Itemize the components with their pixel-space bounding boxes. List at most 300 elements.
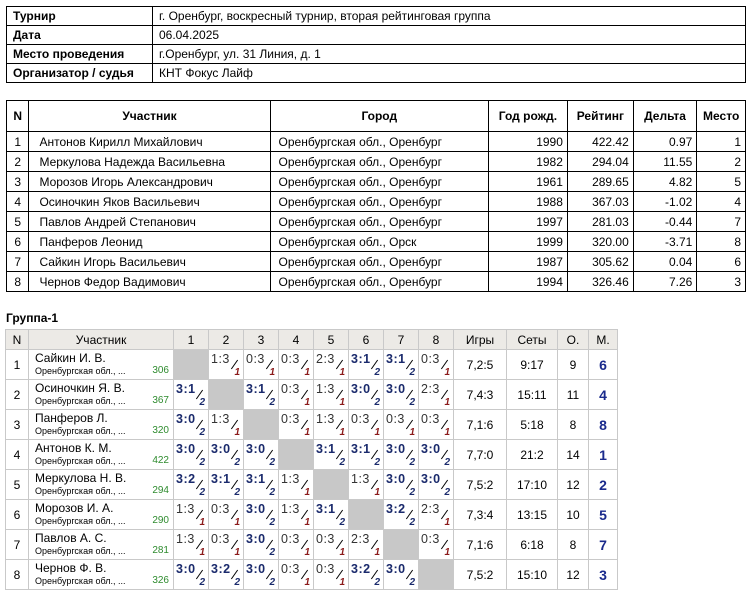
- player-city: Оренбургская обл., ...: [35, 576, 126, 586]
- match-points: 2: [409, 517, 415, 528]
- participant-cell: Оренбургская обл., Оренбург: [270, 212, 488, 232]
- participant-cell: 326.46: [567, 272, 633, 292]
- sets-cell: 17:10: [507, 470, 558, 500]
- match-score: 1:3: [211, 352, 230, 366]
- player-city: Оренбургская обл., ...: [35, 516, 126, 526]
- participant-cell: -0.44: [633, 212, 697, 232]
- participants-table: [6, 100, 746, 292]
- match-score: 3:2: [176, 472, 196, 486]
- match-points: 2: [269, 577, 275, 588]
- match-cell: [279, 500, 314, 530]
- group-header: Игры: [454, 330, 507, 350]
- player-number: 4: [6, 440, 29, 470]
- match-points: 1: [304, 487, 310, 498]
- player-name: Павлов А. С.: [35, 531, 107, 545]
- participant-cell: 11.55: [633, 152, 697, 172]
- participant-row: [7, 212, 746, 232]
- match-score: 3:0: [246, 532, 266, 546]
- diagonal-cell: [244, 410, 279, 440]
- participants-header: Рейтинг: [567, 101, 633, 132]
- match-score: 0:3: [246, 352, 265, 366]
- player-name: Морозов И. А.: [35, 501, 114, 515]
- player-number: 7: [6, 530, 29, 560]
- match-points: 1: [374, 427, 380, 438]
- participant-cell: Антонов Кирилл Михайлович: [29, 132, 270, 152]
- match-points: 1: [339, 427, 345, 438]
- match-score: 3:1: [386, 352, 406, 366]
- info-label: Дата: [7, 26, 153, 45]
- match-cell: [244, 440, 279, 470]
- match-points: 2: [269, 517, 275, 528]
- match-score: 0:3: [281, 352, 300, 366]
- sets-cell: 15:11: [507, 380, 558, 410]
- match-cell: [314, 530, 349, 560]
- participant-cell: 4: [697, 192, 746, 212]
- match-score: 0:3: [281, 412, 300, 426]
- match-score: 1:3: [176, 532, 195, 546]
- participant-cell: 1997: [488, 212, 567, 232]
- participant-cell: Панферов Леонид: [29, 232, 270, 252]
- group-header: 1: [174, 330, 209, 350]
- match-score: 0:3: [351, 412, 370, 426]
- match-points: 2: [374, 397, 380, 408]
- participant-cell: -1.02: [633, 192, 697, 212]
- match-cell: [174, 470, 209, 500]
- info-row: [7, 45, 746, 64]
- sets-cell: 13:15: [507, 500, 558, 530]
- match-cell: [349, 350, 384, 380]
- place-cell: 4: [589, 380, 618, 410]
- info-row: [7, 7, 746, 26]
- match-cell: [209, 560, 244, 590]
- match-cell: [244, 560, 279, 590]
- match-score: 0:3: [421, 352, 440, 366]
- player-cell: [29, 350, 174, 380]
- match-cell: [279, 470, 314, 500]
- games-cell: 7,3:4: [454, 500, 507, 530]
- match-points: 2: [409, 457, 415, 468]
- match-cell: [244, 350, 279, 380]
- match-score: 3:1: [211, 472, 231, 486]
- info-value: 06.04.2025: [153, 26, 746, 45]
- group-row: [6, 350, 618, 380]
- match-cell: [314, 500, 349, 530]
- group-header: 5: [314, 330, 349, 350]
- participant-cell: Меркулова Надежда Васильевна: [29, 152, 270, 172]
- info-value: г.Оренбург, ул. 31 Линия, д. 1: [153, 45, 746, 64]
- match-points: 1: [304, 367, 310, 378]
- player-city: Оренбургская обл., ...: [35, 426, 126, 436]
- group-header: О.: [558, 330, 589, 350]
- match-score: 3:1: [351, 352, 371, 366]
- player-rating: 320: [152, 425, 169, 436]
- group-header: N: [6, 330, 29, 350]
- sets-cell: 6:18: [507, 530, 558, 560]
- player-rating: 306: [152, 365, 169, 376]
- participant-cell: 1988: [488, 192, 567, 212]
- match-points: 1: [444, 547, 450, 558]
- participant-cell: Оренбургская обл., Оренбург: [270, 132, 488, 152]
- group-header: Сеты: [507, 330, 558, 350]
- player-cell: [29, 470, 174, 500]
- participant-cell: 3: [7, 172, 29, 192]
- player-number: 1: [6, 350, 29, 380]
- match-points: 2: [409, 367, 415, 378]
- match-cell: [174, 380, 209, 410]
- participant-cell: 1961: [488, 172, 567, 192]
- participant-cell: 1994: [488, 272, 567, 292]
- participant-cell: 294.04: [567, 152, 633, 172]
- player-number: 8: [6, 560, 29, 590]
- match-cell: [419, 410, 454, 440]
- match-points: 1: [234, 517, 240, 528]
- participant-cell: Оренбургская обл., Оренбург: [270, 252, 488, 272]
- match-points: 1: [199, 547, 205, 558]
- participant-cell: Сайкин Игорь Васильевич: [29, 252, 270, 272]
- diagonal-cell: [279, 440, 314, 470]
- match-points: 1: [374, 547, 380, 558]
- participant-cell: 7.26: [633, 272, 697, 292]
- match-score: 3:0: [351, 382, 371, 396]
- sets-cell: 5:18: [507, 410, 558, 440]
- match-cell: [279, 530, 314, 560]
- match-points: 1: [339, 547, 345, 558]
- match-score: 3:0: [246, 562, 266, 576]
- participant-cell: 2: [7, 152, 29, 172]
- match-points: 1: [234, 367, 240, 378]
- match-points: 2: [409, 487, 415, 498]
- participants-header: N: [7, 101, 29, 132]
- match-score: 3:1: [316, 442, 336, 456]
- sets-cell: 9:17: [507, 350, 558, 380]
- diagonal-cell: [174, 350, 209, 380]
- points-cell: 14: [558, 440, 589, 470]
- games-cell: 7,5:2: [454, 560, 507, 590]
- match-cell: [349, 380, 384, 410]
- match-cell: [384, 560, 419, 590]
- player-rating: 367: [152, 395, 169, 406]
- diagonal-cell: [314, 470, 349, 500]
- match-score: 3:0: [246, 442, 266, 456]
- place-cell: 3: [589, 560, 618, 590]
- match-points: 1: [339, 577, 345, 588]
- participant-cell: 1987: [488, 252, 567, 272]
- match-score: 0:3: [386, 412, 405, 426]
- participant-cell: 3: [697, 272, 746, 292]
- match-score: 1:3: [211, 412, 230, 426]
- group-header: 2: [209, 330, 244, 350]
- player-cell: [29, 530, 174, 560]
- player-rating: 281: [152, 545, 169, 556]
- participant-cell: Оренбургская обл., Оренбург: [270, 272, 488, 292]
- games-cell: 7,1:6: [454, 410, 507, 440]
- match-cell: [209, 500, 244, 530]
- player-number: 2: [6, 380, 29, 410]
- match-points: 2: [339, 457, 345, 468]
- participant-cell: 0.97: [633, 132, 697, 152]
- sets-cell: 21:2: [507, 440, 558, 470]
- group-row: [6, 410, 618, 440]
- match-score: 3:0: [386, 472, 406, 486]
- group-row: [6, 470, 618, 500]
- match-score: 3:0: [246, 502, 266, 516]
- tournament-info-table: [6, 6, 746, 83]
- match-points: 2: [269, 547, 275, 558]
- group-header: 4: [279, 330, 314, 350]
- group-header: Участник: [29, 330, 174, 350]
- match-points: 1: [304, 547, 310, 558]
- player-name: Панферов Л.: [35, 411, 108, 425]
- player-city: Оренбургская обл., ...: [35, 546, 126, 556]
- match-points: 2: [409, 397, 415, 408]
- match-score: 2:3: [421, 382, 440, 396]
- match-score: 3:0: [176, 562, 196, 576]
- participant-cell: 320.00: [567, 232, 633, 252]
- match-cell: [279, 410, 314, 440]
- match-score: 1:3: [316, 382, 335, 396]
- match-score: 3:0: [176, 442, 196, 456]
- diagonal-cell: [349, 500, 384, 530]
- player-city: Оренбургская обл., ...: [35, 366, 126, 376]
- participant-cell: 1999: [488, 232, 567, 252]
- player-city: Оренбургская обл., ...: [35, 486, 126, 496]
- games-cell: 7,5:2: [454, 470, 507, 500]
- info-label: Место проведения: [7, 45, 153, 64]
- match-score: 3:0: [421, 442, 441, 456]
- player-cell: [29, 410, 174, 440]
- match-score: 3:1: [316, 502, 336, 516]
- match-points: 2: [374, 457, 380, 468]
- player-name: Антонов К. М.: [35, 441, 112, 455]
- match-cell: [349, 410, 384, 440]
- group-row: [6, 380, 618, 410]
- player-number: 3: [6, 410, 29, 440]
- match-cell: [384, 440, 419, 470]
- participant-cell: Осиночкин Яков Васильевич: [29, 192, 270, 212]
- match-cell: [209, 440, 244, 470]
- match-cell: [419, 440, 454, 470]
- participant-cell: 6: [697, 252, 746, 272]
- points-cell: 8: [558, 530, 589, 560]
- match-points: 2: [199, 457, 205, 468]
- participant-cell: Павлов Андрей Степанович: [29, 212, 270, 232]
- participant-cell: 5: [7, 212, 29, 232]
- participant-row: [7, 192, 746, 212]
- match-points: 2: [234, 457, 240, 468]
- player-city: Оренбургская обл., ...: [35, 396, 126, 406]
- participant-row: [7, 272, 746, 292]
- match-cell: [314, 410, 349, 440]
- match-score: 0:3: [316, 532, 335, 546]
- match-score: 0:3: [316, 562, 335, 576]
- participant-cell: 0.04: [633, 252, 697, 272]
- match-score: 3:2: [386, 502, 406, 516]
- match-score: 3:1: [246, 382, 266, 396]
- sets-cell: 15:10: [507, 560, 558, 590]
- match-points: 2: [199, 397, 205, 408]
- diagonal-cell: [209, 380, 244, 410]
- match-points: 2: [269, 487, 275, 498]
- match-score: 0:3: [421, 412, 440, 426]
- match-cell: [349, 560, 384, 590]
- match-score: 3:1: [351, 442, 371, 456]
- match-cell: [314, 380, 349, 410]
- match-cell: [279, 560, 314, 590]
- player-rating: 422: [152, 455, 169, 466]
- match-score: 3:0: [211, 442, 231, 456]
- place-cell: 5: [589, 500, 618, 530]
- participant-cell: 422.42: [567, 132, 633, 152]
- participant-cell: 8: [697, 232, 746, 252]
- match-score: 3:2: [351, 562, 371, 576]
- match-points: 2: [444, 457, 450, 468]
- match-cell: [209, 350, 244, 380]
- games-cell: 7,2:5: [454, 350, 507, 380]
- match-points: 2: [234, 487, 240, 498]
- match-points: 1: [199, 517, 205, 528]
- match-score: 0:3: [421, 532, 440, 546]
- player-number: 5: [6, 470, 29, 500]
- participant-cell: Морозов Игорь Александрович: [29, 172, 270, 192]
- match-score: 1:3: [281, 472, 300, 486]
- participant-row: [7, 132, 746, 152]
- player-cell: [29, 560, 174, 590]
- match-cell: [384, 500, 419, 530]
- match-cell: [314, 560, 349, 590]
- match-score: 2:3: [351, 532, 370, 546]
- participant-cell: 7: [697, 212, 746, 232]
- participants-header: Город: [270, 101, 488, 132]
- match-points: 1: [304, 577, 310, 588]
- match-cell: [209, 410, 244, 440]
- player-number: 6: [6, 500, 29, 530]
- match-score: 0:3: [281, 532, 300, 546]
- match-cell: [314, 440, 349, 470]
- participants-header: Место: [697, 101, 746, 132]
- participants-header: Участник: [29, 101, 270, 132]
- match-cell: [349, 440, 384, 470]
- match-score: 3:0: [386, 562, 406, 576]
- diagonal-cell: [384, 530, 419, 560]
- match-cell: [244, 470, 279, 500]
- match-cell: [244, 500, 279, 530]
- group-header: 3: [244, 330, 279, 350]
- participant-cell: Оренбургская обл., Оренбург: [270, 172, 488, 192]
- match-points: 2: [234, 577, 240, 588]
- participant-cell: 281.03: [567, 212, 633, 232]
- match-score: 0:3: [211, 532, 230, 546]
- games-cell: 7,7:0: [454, 440, 507, 470]
- points-cell: 8: [558, 410, 589, 440]
- info-row: [7, 26, 746, 45]
- participant-cell: 7: [7, 252, 29, 272]
- match-score: 1:3: [351, 472, 370, 486]
- match-cell: [419, 470, 454, 500]
- participant-cell: 6: [7, 232, 29, 252]
- match-points: 1: [304, 517, 310, 528]
- participant-cell: -3.71: [633, 232, 697, 252]
- player-name: Сайкин И. В.: [35, 351, 106, 365]
- match-points: 1: [444, 427, 450, 438]
- match-points: 2: [374, 367, 380, 378]
- match-cell: [174, 410, 209, 440]
- match-score: 3:0: [176, 412, 196, 426]
- match-points: 1: [269, 367, 275, 378]
- participants-header: Дельта: [633, 101, 697, 132]
- match-points: 2: [269, 397, 275, 408]
- info-value: г. Оренбург, воскресный турнир, вторая рейтинговая группа: [153, 7, 746, 26]
- group-header: 6: [349, 330, 384, 350]
- player-cell: [29, 500, 174, 530]
- player-cell: [29, 440, 174, 470]
- match-cell: [349, 530, 384, 560]
- participant-cell: 1990: [488, 132, 567, 152]
- match-points: 1: [339, 397, 345, 408]
- match-points: 2: [199, 577, 205, 588]
- participant-cell: 1: [7, 132, 29, 152]
- match-cell: [244, 380, 279, 410]
- player-city: Оренбургская обл., ...: [35, 456, 126, 466]
- player-rating: 294: [152, 485, 169, 496]
- participant-cell: 5: [697, 172, 746, 192]
- match-cell: [384, 350, 419, 380]
- match-points: 2: [409, 577, 415, 588]
- match-score: 3:2: [211, 562, 231, 576]
- match-cell: [244, 530, 279, 560]
- match-cell: [174, 500, 209, 530]
- match-score: 3:0: [386, 442, 406, 456]
- participant-row: [7, 172, 746, 192]
- points-cell: 12: [558, 560, 589, 590]
- match-cell: [419, 530, 454, 560]
- match-points: 1: [409, 427, 415, 438]
- match-cell: [384, 380, 419, 410]
- participant-cell: 4.82: [633, 172, 697, 192]
- match-points: 1: [304, 427, 310, 438]
- match-points: 1: [234, 427, 240, 438]
- info-row: [7, 64, 746, 83]
- participant-row: [7, 232, 746, 252]
- match-cell: [209, 470, 244, 500]
- place-cell: 6: [589, 350, 618, 380]
- place-cell: 2: [589, 470, 618, 500]
- participant-cell: 4: [7, 192, 29, 212]
- participant-cell: 2: [697, 152, 746, 172]
- match-cell: [174, 530, 209, 560]
- match-score: 0:3: [281, 562, 300, 576]
- place-cell: 1: [589, 440, 618, 470]
- match-points: 1: [304, 397, 310, 408]
- participant-cell: 367.03: [567, 192, 633, 212]
- match-points: 2: [339, 517, 345, 528]
- match-points: 1: [444, 367, 450, 378]
- group-row: [6, 500, 618, 530]
- points-cell: 12: [558, 470, 589, 500]
- match-score: 1:3: [176, 502, 195, 516]
- match-points: 1: [444, 397, 450, 408]
- group-row: [6, 530, 618, 560]
- participant-cell: 1: [697, 132, 746, 152]
- participant-row: [7, 252, 746, 272]
- match-cell: [419, 500, 454, 530]
- match-points: 1: [339, 367, 345, 378]
- match-cell: [279, 380, 314, 410]
- match-cell: [209, 530, 244, 560]
- match-cell: [349, 470, 384, 500]
- info-label: Организатор / судья: [7, 64, 153, 83]
- participant-cell: 289.65: [567, 172, 633, 192]
- group-header: 8: [419, 330, 454, 350]
